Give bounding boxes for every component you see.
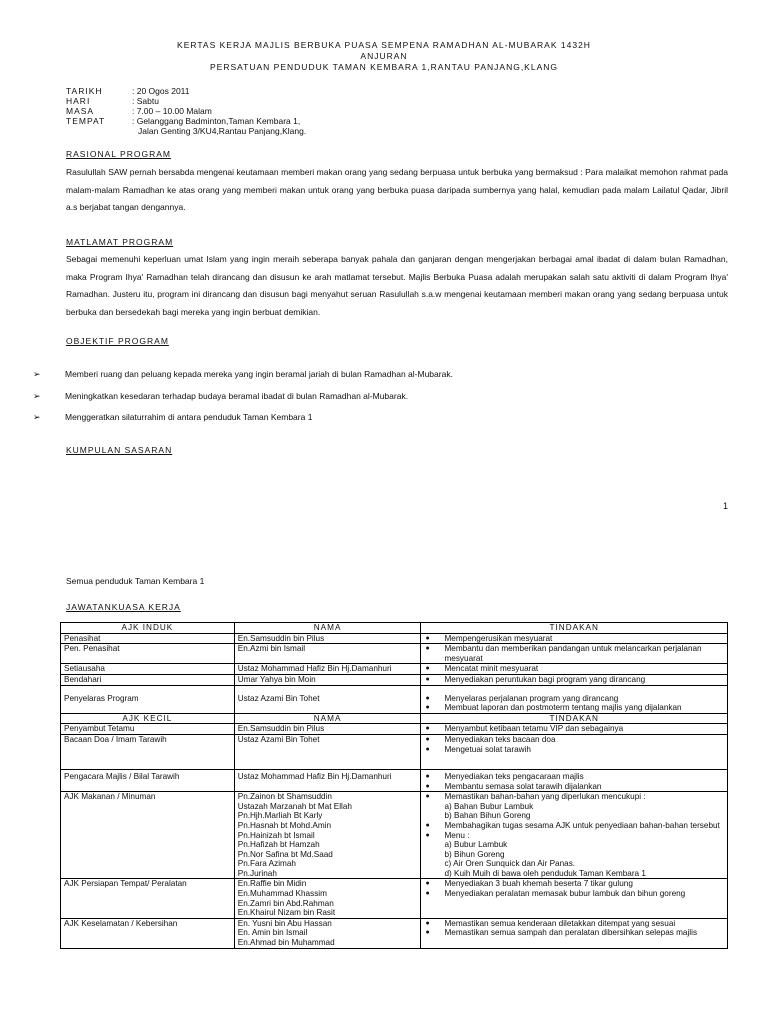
table-row: Setiausaha Ustaz Mohammad Hafiz Bin Hj.Damanhuri ● Mencatat minit mesyuarat bbox=[61, 664, 728, 675]
rasional-text: Rasulullah SAW pernah bersabda mengenai keutamaan memberi makan orang yang sedang berpuasa untuk berbuka yang bermaksud : Para malaikat memohon rahmat pada malam-malam Ramadhan ke atas orang yang memberi makan untuk orang yang berbuka puasa daripada sumbernya yang halal, kemudian pada malam Lailatul Qadar, Jibril a.s berjabat tangan dengannya. bbox=[66, 167, 728, 213]
table-row: Bacaan Doa / Imam Tarawih Ustaz Azami Bin Tohet ● Menyediakan teks bacaan doa ● Mengetuai solat tarawih bbox=[61, 734, 728, 769]
table-row: Bendahari Umar Yahya bin Moin ● Menyediakan peruntukan bagi program yang dirancang bbox=[61, 674, 728, 685]
kumpulan-text: Semua penduduk Taman Kembara 1 bbox=[66, 576, 205, 586]
arrow-bullet-icon: ➢ bbox=[33, 391, 41, 401]
masa-value: : 7.00 – 10.00 Malam bbox=[132, 106, 212, 116]
objektif-item: ➢ Menggeratkan silaturrahim di antara penduduk Taman Kembara 1 bbox=[33, 412, 313, 422]
committee-table bbox=[60, 622, 728, 949]
jawatankuasa-heading: JAWATANKUASA KERJA bbox=[66, 602, 181, 612]
tempat-value-line2: Jalan Genting 3/KU4,Rantau Panjang,Klang. bbox=[138, 126, 307, 136]
table-row: Penyambut Tetamu En.Samsuddin bin Pilus ● Menyambut ketibaan tetamu VIP dan sebagainya bbox=[61, 724, 728, 735]
matlamat-text: Sebagai memenuhi keperluan umat Islam yang ingin meraih seberapa banyak pahala dan ganjaran dengan mengerjakan berbagai amal ibadat di dalam bulan Ramadhan, maka Program Ihya' Ramadhan telah dirancang dan disusun ke arah matlamat tersebut. Majlis Berbuka Puasa adalah merupakan salah satu aktiviti di dalam Program Ihya' Ramadhan. Justeru itu, program ini dirancang dan disusun bagi menyahut seruan Rasulullah s.a.w mengenai keutamaan memberi makan orang yang sedang berpuasa untuk berbuka dan bersedekah bagi mereka yang ingin berbuat demikian. bbox=[66, 254, 728, 317]
kumpulan-heading: KUMPULAN SASARAN bbox=[66, 445, 173, 455]
rasional-heading: RASIONAL PROGRAM bbox=[66, 149, 171, 159]
hari-value: : Sabtu bbox=[132, 96, 159, 106]
tempat-value: : Gelanggang Badminton,Taman Kembara 1, bbox=[132, 116, 301, 126]
page-number: 1 bbox=[723, 501, 729, 511]
table-row: Penyelaras Program Ustaz Azami Bin Tohet ● Menyelaras perjalanan program yang dirancang ● Membuat laporan dan postmoterm tentang majlis yang dijalankan bbox=[61, 685, 728, 713]
table-subheader-row: AJK KECIL NAMA TINDAKAN bbox=[61, 713, 728, 724]
table-row: Pengacara Majlis / Bilal Tarawih Ustaz Mohammad Hafiz Bin Hj.Damanhuri ● Menyediakan teks pengacaraan majlis ● Membantu semasa solat tarawih dijalankan bbox=[61, 769, 728, 791]
table-row: Penasihat En.Samsuddin bin Pilus ● Mempengerusikan mesyuarat bbox=[61, 633, 728, 644]
arrow-bullet-icon: ➢ bbox=[33, 369, 41, 379]
tarikh-value: : 20 Ogos 2011 bbox=[132, 86, 190, 96]
objektif-heading: OBJEKTIF PROGRAM bbox=[66, 336, 169, 346]
table-header-row: AJK INDUK NAMA TINDAKAN bbox=[61, 623, 728, 634]
doc-title-line2: ANJURAN bbox=[360, 51, 408, 61]
event-info bbox=[66, 86, 306, 136]
masa-label: MASA bbox=[66, 106, 95, 116]
table-row: AJK Keselamatan / Kebersihan En. Yusni bin Abu Hassan En. Amin bin Ismail En.Ahmad bin Muhammad ● Memastikan semua kenderaan diletakkan ditempat yang sesuai ● Memastikan semua sampah dan peralatan dibersihkan selepas majlis bbox=[61, 918, 728, 948]
objektif-item: ➢ Meningkatkan kesedaran terhadap budaya beramal ibadat di bulan Ramadhan al-Mubarak. bbox=[33, 391, 409, 401]
table-row: AJK Persiapan Tempat/ Peralatan En.Raffie bin Midin En.Muhammad Khassim En.Zamri bin Abd.Rahman En.Khairul Nizam bin Rasit ● Menyediakan 3 buah khemah beserta 7 tikar gulung ● Menyediakan peralatan memasak bubur lambuk dan bihun goreng bbox=[61, 879, 728, 918]
arrow-bullet-icon: ➢ bbox=[33, 412, 41, 422]
hari-label: HARI bbox=[66, 96, 91, 106]
tempat-label: TEMPAT bbox=[66, 116, 106, 126]
objektif-item: ➢ Memberi ruang dan peluang kepada mereka yang ingin beramal jariah di bulan Ramadhan al-Mubarak. bbox=[33, 369, 453, 379]
table-row: AJK Makanan / Minuman Pn.Zainon bt Shamsuddin Ustazah Marzanah bt Mat Ellah Pn.Hjh.Marliah Bt Karly Pn.Hasnah bt Mohd.Amin Pn.Hainizah bt Ismail Pn.Hafizah bt Hamzah Pn.Nor Safina bt Md.Saad Pn.Fara Azimah Pn.Jurinah ● Memastikan bahan-bahan yang diperlukan mencukupi : a) Bahan Bubur Lambuk b) Bahan Bihun Goreng ● Membahagikan tugas sesama AJK untuk penyediaan bahan-bahan tersebut ● Menu : a) Bubur Lambuk b) Bihun Goreng c) Air Oren Sunquick dan Air Panas. d) Kuih Muih di bawa oleh penduduk Taman Kembara 1 bbox=[61, 792, 728, 879]
table-row: Pen. Penasihat En.Azmi bin Ismail ● Membantu dan memberikan pandangan untuk melancarkan perjalanan mesyuarat bbox=[61, 644, 728, 664]
doc-title-line1: KERTAS KERJA MAJLIS BERBUKA PUASA SEMPENA RAMADHAN AL-MUBARAK 1432H bbox=[177, 40, 591, 50]
matlamat-heading: MATLAMAT PROGRAM bbox=[66, 237, 174, 247]
tarikh-label: TARIKH bbox=[66, 86, 103, 96]
doc-title-line3: PERSATUAN PENDUDUK TAMAN KEMBARA 1,RANTAU PANJANG,KLANG bbox=[210, 62, 558, 72]
